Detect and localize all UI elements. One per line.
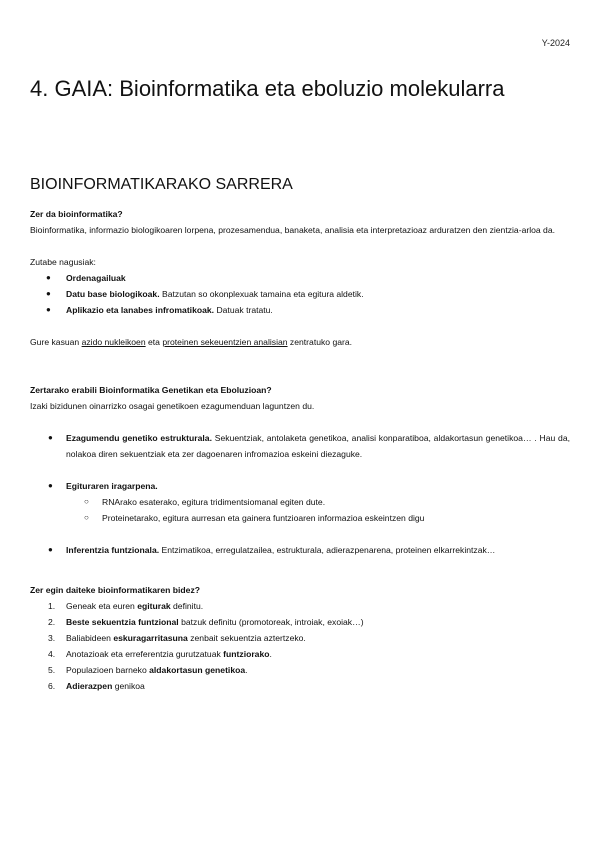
list-item: 6. Adierazpen genikoa <box>48 681 145 691</box>
bullet-icon: ● <box>48 545 53 554</box>
uses-list <box>30 430 570 558</box>
pillars-list <box>30 270 570 318</box>
list-item: ● Egituraren iragarpena. <box>30 478 570 494</box>
list-item: 5. Populazioen barneko aldakortasun genetikoa. <box>48 665 248 675</box>
answer-1: Bioinformatika, informazio biologikoaren lorpena, prozesamendua, banaketa, analisia eta interpretazioaz arduratzen den zientzia-arloa da. <box>30 225 556 235</box>
circle-bullet-icon: ○ <box>84 497 89 506</box>
list-item: ● Ezagumendu genetiko estrukturala. Sekuentziak, antolaketa genetikoa, analisi konparatiboa, aldakortasun genetikoa… . Hau da, nolakoa diren sekuentziak eta zer dagoenaren infromazioa eskeini diezaguke. <box>30 430 570 462</box>
list-item: ● Inferentzia funtzionala. Entzimatikoa, erregulatzailea, estrukturala, adierazpenarena, proteinen elkarrekintzak… <box>30 542 570 558</box>
question-1: Zer da bioinformatika? <box>30 209 123 219</box>
answer-2: Izaki bizidunen oinarrizko osagai genetikoen ezagumenduan laguntzen du. <box>30 401 315 411</box>
bullet-icon: ● <box>46 289 51 298</box>
header-code: Y-2024 <box>541 38 570 48</box>
bullet-icon: ● <box>46 273 51 282</box>
list-item: 3. Baliabideen eskuragarritasuna zenbait sekuentzia aztertzeko. <box>48 633 306 643</box>
question-2: Zertarako erabili Bioinformatika Genetikan eta Eboluzioan? <box>30 385 272 395</box>
link-protein-sequences: proteinen sekeuentzien analisian <box>162 337 288 347</box>
sub-list-item: ○ RNArako esaterako, egitura tridimentsiomanal egiten dute. <box>30 494 570 510</box>
list-item: 1. Geneak eta euren egiturak definitu. <box>48 601 204 611</box>
circle-bullet-icon: ○ <box>84 513 89 522</box>
list-item: ● Aplikazio eta lanabes infromatikoak. Datuak tratatu. <box>30 302 570 318</box>
link-nucleic-acids: azido nukleikoen <box>81 337 146 347</box>
list-item: ● Datu base biologikoak. Batzutan so okonplexuak tamaina eta egitura aldetik. <box>30 286 570 302</box>
bullet-icon: ● <box>46 305 51 314</box>
section-title: BIOINFORMATIKARAKO SARRERA <box>30 176 293 193</box>
document-title: 4. GAIA: Bioinformatika eta eboluzio molekularra <box>30 76 505 101</box>
list-item: 2. Beste sekuentzia funtzional batzuk definitu (promotoreak, introiak, exoiak…) <box>48 617 364 627</box>
document-body <box>30 206 570 694</box>
list-item: ● Ordenagailuak <box>30 270 570 286</box>
pillars-heading: Zutabe nagusiak: <box>30 257 96 267</box>
focus-paragraph: Gure kasuan azido nukleikoen eta proteinen sekeuentzien analisian zentratuko gara. <box>30 337 353 347</box>
bullet-icon: ● <box>48 433 53 442</box>
list-item: 4. Anotazioak eta erreferentzia gurutzatuak funtziorako. <box>48 649 272 659</box>
question-3: Zer egin daiteke bioinformatikaren bidez? <box>30 585 200 595</box>
bullet-icon: ● <box>48 481 53 490</box>
sub-list-item: ○ Proteinetarako, egitura aurresan eta gainera funtzioaren informazioa eskeintzen digu <box>30 510 570 526</box>
capabilities-list <box>30 598 570 694</box>
